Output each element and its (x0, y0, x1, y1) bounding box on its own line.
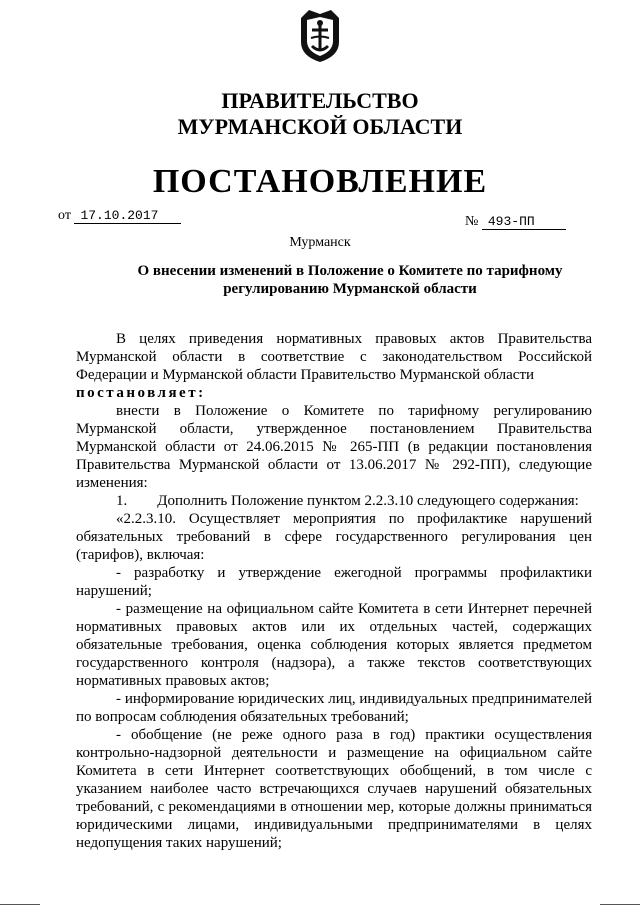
paragraph-amendment: внести в Положение о Комитете по тарифному регулированию Мурманской области, утвержденное постановлением Правительства Мурманской области от 24.06.2015 № 265-ПП (в редакции постановления Правительства Мурманской области от 13.06.2017 № 292-ПП), следующие изменения: (76, 403, 592, 491)
number-prefix: № (465, 214, 479, 229)
coat-of-arms-icon (299, 8, 341, 64)
document-body (76, 330, 592, 852)
paragraph-item-1: 1. Дополнить Положение пунктом 2.2.3.10 следующего содержания: (116, 493, 579, 509)
city-name: Мурманск (289, 235, 351, 250)
government-name-line1: ПРАВИТЕЛЬСТВО (221, 88, 419, 113)
document-subject (130, 262, 570, 298)
document-number (465, 214, 566, 230)
paragraph-bullet-informing: - информирование юридических лиц, индивидуальных предпринимателей по вопросам соблюдения обязательных требований; (76, 691, 592, 725)
document-type-title: ПОСТАНОВЛЕНИЕ (152, 163, 488, 200)
subject-line2: регулированию Мурманской области (223, 281, 477, 297)
paragraph-bullet-program: - разработку и утверждение ежегодной программы профилактики нарушений; (76, 565, 592, 599)
document-date (58, 208, 181, 224)
date-value: 17.10.2017 (74, 208, 181, 224)
paragraph-preamble: В целях приведения нормативных правовых актов Правительства Мурманской области в соответствие с законодательством Российской Федерации и Мурманской области Правительство Мурманской области (76, 331, 592, 383)
paragraph-bullet-generalization: - обобщение (не реже одного раза в год) практики осуществления контрольно-надзорной деятельности и размещение на официальном сайте Комитета в сети Интернет соответствующих обобщений, в том числе с указанием наиболее часто встречающихся случаев нарушений обязательных требований, с рекомендациями в отношении мер, которые должны приниматься юридическими лицами, индивидуальными предпринимателями в целях недопущения таких нарушений; (76, 727, 592, 851)
government-name-line2: МУРМАНСКОЙ ОБЛАСТИ (177, 114, 463, 139)
number-value: 493-ПП (482, 214, 566, 230)
paragraph-bullet-publication: - размещение на официальном сайте Комитета в сети Интернет перечней нормативных правовых актов или их отдельных частей, содержащих обязательные требования, оценка соблюдения которых является предметом государственного контроля (надзора), а также текстов соответствующих нормативных правовых актов; (76, 601, 592, 689)
subject-line1: О внесении изменений в Положение о Комитете по тарифному (137, 263, 563, 279)
date-prefix: от (58, 208, 71, 223)
paragraph-resolves: постановляет: (76, 385, 206, 401)
paragraph-clause-2-2-3-10: «2.2.3.10. Осуществляет мероприятия по профилактике нарушений обязательных требований в сфере государственного регулирования цен (тарифов), включая: (76, 511, 592, 563)
